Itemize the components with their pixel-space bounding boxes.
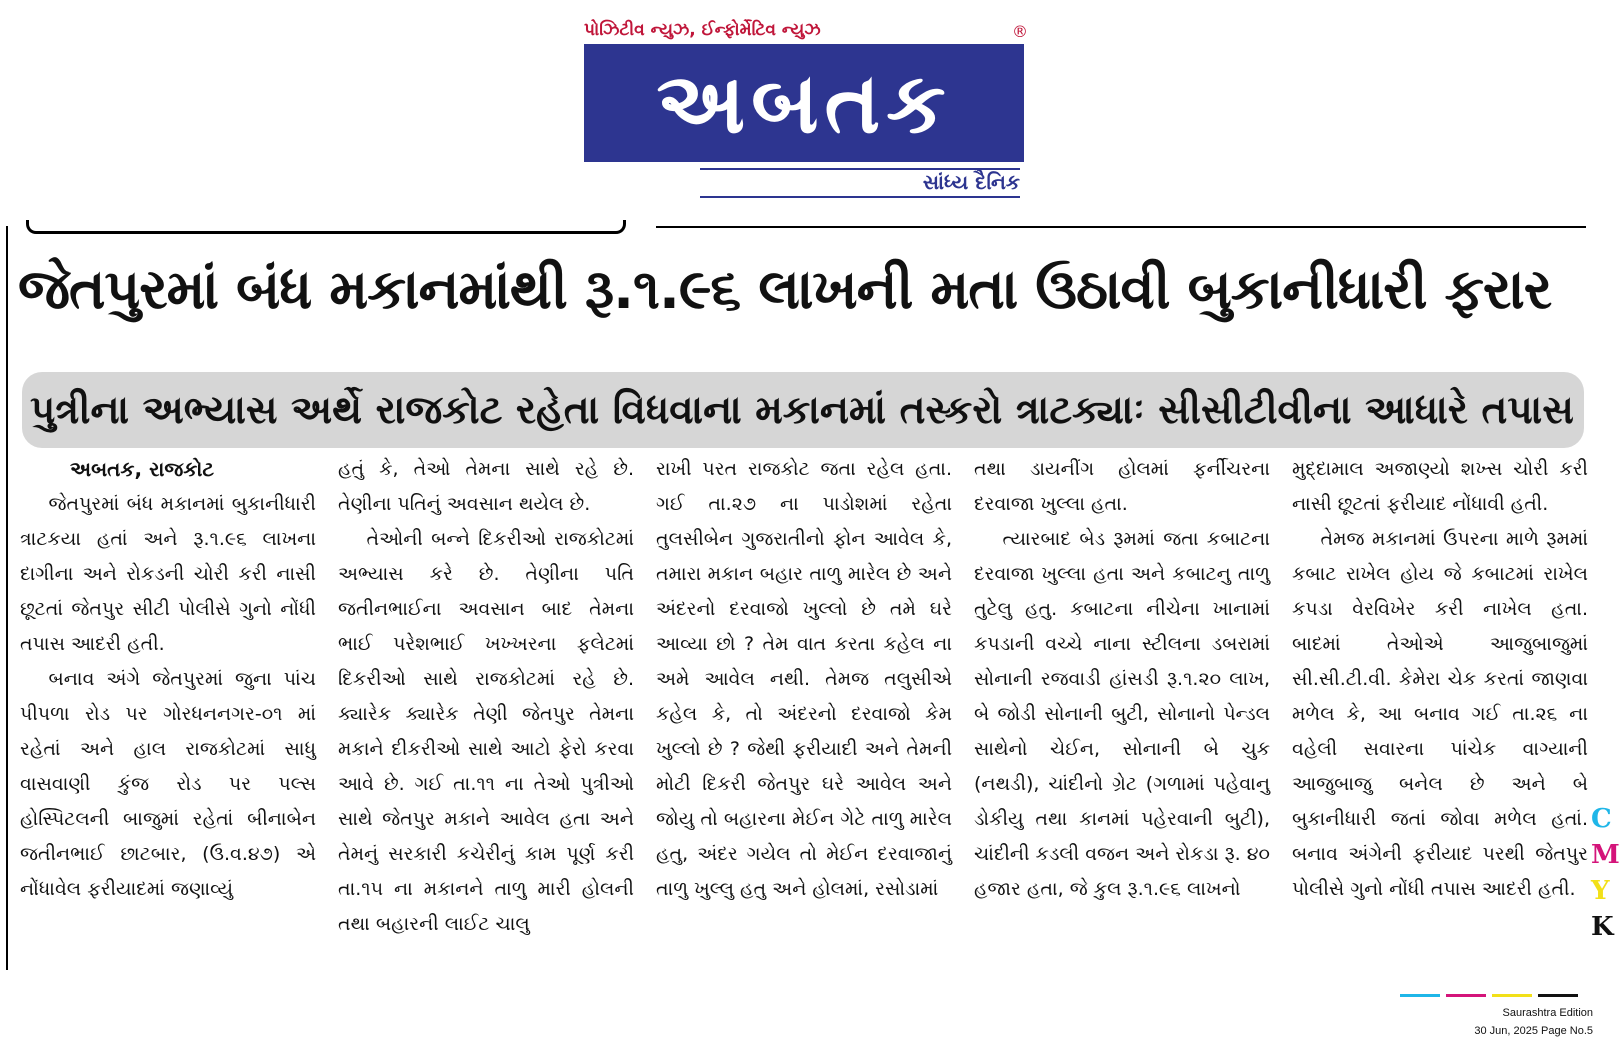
article-column-5 [1292, 452, 1588, 974]
paragraph: રાખી પરત રાજકોટ જતા રહેલ હતા. ગઈ તા.૨૭ ના પાડોશમાં રહેતા તુલસીબેન ગુજરાતીનો ફોન આવેલ કે, તમારા મકાન બહાર તાળુ મારેલ છે અને અંદરનો દરવાજો ખુલ્લો છે તમે ઘરે આવ્યા છો ? તેમ વાત કરતા કહેલ ના અમે આવેલ નથી. તેમજ તલુસીએ કહેલ કે, તો અંદરનો દરવાજો કેમ ખુલ્લો છે ? જેથી ફરીયાદી અને તેમની મોટી દિકરી જેતપુર ઘરે આવેલ અને જોયુ તો બહારના મેઈન ગેટે તાળુ મારેલ હતુ, અંદર ગયેલ તો મેઈન દરવાજાનું તાળુ ખુલ્લુ હતુ અને હોલમાં, રસોડામાં [656, 458, 952, 900]
paragraph: ત્યારબાદ બેડ રૂમમાં જતા કબાટના દરવાજા ખુલ્લા હતા અને કબાટનુ તાળુ તુટેલુ હતુ. કબાટના નીચેના ખાનામાં કપડાની વચ્ચે નાના સ્ટીલના ડબરામાં સોનાની રજવાડી હાંસડી રૂ.૧.૨૦ લાખ, બે જોડી સોનાની બુટી, સોનાનો પેન્ડલ સાથેનો ચેઈન, સોનાની બે ચુક (નથડી), ચાંદીનો ગ્રેટ (ગળામાં પહેવાનુ ડોકીયુ તથા કાનમાં પહેરવાની બુટી), ચાંદીની કડલી વજન અને રોકડા રૂ. ૪૦ હજાર હતા, જે કુલ રૂ.૧.૯૬ લાખનો [974, 528, 1270, 900]
cmyk-mark-c: C [1591, 804, 1612, 834]
article-top-rule [656, 226, 1586, 228]
article-headline: જેતપુરમાં બંધ મકાનમાંથી રૂ.૧.૯૬ લાખની મતા ઉઠાવી બુકાનીધારી ફરાર [18, 257, 1552, 321]
registered-mark: ® [1012, 22, 1028, 41]
paragraph: તેઓની બન્ને દિકરીઓ રાજકોટમાં અભ્યાસ કરે છે. તેણીના પતિ જતીનભાઈના અવસાન બાદ તેમના ભાઈ પરેશભાઈ ખખ્ખરના ફલેટમાં દિકરીઓ સાથે રાજકોટમાં રહે છે. ક્યારેક ક્યારેક તેણી જેતપુર તેમના મકાને દીકરીઓ સાથે આટો ફેરો કરવા આવે છે. ગઈ તા.૧૧ ના તેઓ પુત્રીઓ સાથે જેતપુર મકાને આવેલ હતા અને તેમનું સરકારી કચેરીનું કામ પૂર્ણ કરી તા.૧૫ ના મકાનને તાળુ મારી હોલની તથા બહારની લાઈટ ચાલુ [338, 528, 634, 935]
article-column-3 [656, 452, 952, 974]
edition-name: Saurashtra Edition [1502, 1007, 1593, 1019]
article-column-1 [20, 452, 316, 974]
article-top-bracket [26, 220, 626, 234]
paragraph: બનાવ અંગે જેતપુરમાં જુના પાંચ પીપળા રોડ પર ગોરધનનગર-૦૧ માં રહેતાં અને હાલ રાજકોટમાં સાધુ વાસવાણી કુંજ રોડ પર પલ્સ હોસ્પિટલની બાજુમાં રહેતાં બીનાબેન જતીનભાઈ છાટબાર, (ઉ.વ.૪૭) એ નોંધાવેલ ફરીયાદમાં જણાવ્યું [20, 668, 316, 900]
masthead-tagline: પોઝિટીવ ન્યુઝ, ઈન્ફોર્મેટિવ ન્યુઝ [584, 20, 821, 40]
masthead-rule-bottom [700, 196, 1020, 198]
article-byline: અબતક, રાજકોટ [70, 457, 215, 481]
article-left-border [6, 226, 8, 970]
article-column-4 [974, 452, 1270, 974]
color-bar-y [1492, 994, 1532, 997]
masthead-subtitle: સાંધ્ય દૈનિક [922, 170, 1020, 194]
paragraph: તથા ડાયનીંગ હોલમાં ફર્નીચરના દરવાજા ખુલ્લા હતા. [974, 458, 1270, 515]
color-bar-m [1446, 994, 1486, 997]
article-column-2 [338, 452, 634, 974]
cmyk-mark-m: M [1591, 840, 1620, 870]
edition-date-page: 30 Jun, 2025 Page No.5 [1474, 1025, 1593, 1037]
paragraph: મુદ્દામાલ અજાણ્યો શખ્સ ચોરી કરી નાસી છૂટતાં ફરીયાદ નોંધાવી હતી. [1292, 458, 1588, 515]
color-bar-k [1538, 994, 1578, 997]
paragraph: તેમજ મકાનમાં ઉપરના માળે રૂમમાં કબાટ રાખેલ હોય જે કબાટમાં રાખેલ કપડા વેરવિખેર કરી નાખેલ હતા. બાદમાં તેઓએ આજુબાજુમાં સી.સી.ટી.વી. કેમેરા ચેક કરતાં જાણવા મળેલ કે, આ બનાવ ગઈ તા.૨૬ ના વહેલી સવારના પાંચેક વાગ્યાની આજુબાજુ બનેલ છે અને બે બુકાનીધારી જતાં જોવા મળેલ હતાં. બનાવ અંગેની ફરીયાદ પરથી જેતપુર પોલીસે ગુનો નોંધી તપાસ આદરી હતી. [1292, 528, 1588, 900]
paragraph: હતું કે, તેઓ તેમના સાથે રહે છે. તેણીના પતિનું અવસાન થયેલ છે. [338, 458, 634, 515]
color-bar-c [1400, 994, 1440, 997]
cmyk-mark-y: Y [1591, 876, 1610, 906]
article-subheadline: પુત્રીના અભ્યાસ અર્થે રાજકોટ રહેતા વિધવાના મકાનમાં તસ્કરો ત્રાટક્યાઃ સીસીટીવીના આધારે તપાસ [30, 388, 1574, 433]
paragraph: જેતપુરમાં બંધ મકાનમાં બુકાનીધારી ત્રાટકયા હતાં અને રૂ.૧.૯૬ લાખના દાગીના અને રોકડની ચોરી કરી નાસી છૂટતાં જેતપુર સીટી પોલીસે ગુનો નોંધી તપાસ આદરી હતી. [20, 493, 316, 655]
cmyk-mark-k: K [1591, 912, 1614, 942]
edition-info [1474, 1004, 1593, 1040]
newspaper-logo: અબતક [584, 44, 1024, 162]
